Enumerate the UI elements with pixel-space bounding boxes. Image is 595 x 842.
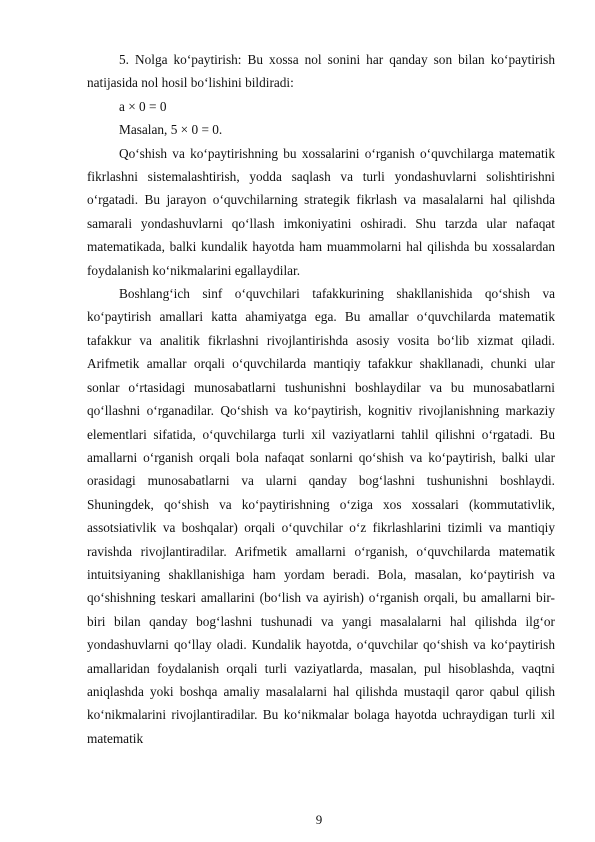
example-line: Masalan, 5 × 0 = 0. [119,122,223,138]
body-text [87,48,555,750]
paragraph-property-five: 5. Nolga ko‘paytirish: Bu xossa nol sonini har qanday son bilan ko‘paytirish natijasida nol hosil bo‘lishini bildiradi: [87,52,555,91]
paragraph-properties-summary: Qo‘shish va ko‘paytirishning bu xossalarini o‘rganish o‘quvchilarga matematik fikrlashni sistemalashtirish, yodda saqlash va turli yondashuvlarni solishtirishni o‘rgatadi. Bu jarayon o‘quvchilarning strategik fikrlash va masalalarni hal qilishda samarali yondashuvlarni qo‘llash imkoniyatini oshiradi. Shu tarzda ular nafaqat matematikada, balki kundalik hayotda ham muammolarni hal qilishda bu xossalardan foydalanish ko‘nikmalarini egallaydilar. [87,145,555,278]
paragraph-primary-school-thinking: Boshlang‘ich sinf o‘quvchilari tafakkurining shakllanishida qo‘shish va ko‘paytirish amallari katta ahamiyatga ega. Bu amallar o‘quvchilarda matematik tafakkur va analitik fikrlashni rivojlantirishda asosiy vosita bo‘lib xizmat qiladi. Arifmetik amallar orqali o‘quvchilarda mantiqiy tafakkur shakllanadi, chunki ular sonlar o‘rtasidagi munosabatlarni tushunishni boshlaydilar va bu munosabatlarni qo‘llashni o‘rganadilar. Qo‘shish va ko‘paytirish, kognitiv rivojlanishning markaziy elementlari sifatida, o‘quvchilarga turli xil vaziyatlarni tahlil qilishni o‘rgatadi. Bu amallarni o‘rganish orqali bola nafaqat sonlarni qo‘shish va ko‘paytirish, balki ular orasidagi munosabatlarni va ularni qanday bog‘lashni tushunishni boshlaydi. Shuningdek, qo‘shish va ko‘paytirishning o‘ziga xos xossalari (kommutativlik, assotsiativlik va boshqalar) orqali o‘quvchilar o‘z fikrlashlarini tizimli va mantiqiy ravishda rivojlantiradilar. Arifmetik amallarni o‘rganish, o‘quvchilarda matematik intuitsiyaning shakllanishiga ham yordam beradi. Bola, masalan, ko‘paytirish va qo‘shishning teskari amallarini (bo‘lish va ayirish) o‘rganish orqali, bu amallarni bir-biri bilan qanday bog‘lashni tushunadi va yangi masalalarni hal qilishda ilg‘or yondashuvlarni qo‘llay oladi. Kundalik hayotda, o‘quvchilar qo‘shish va ko‘paytirish amallaridan foydalanish orqali turli vaziyatlarda, masalan, pul hisoblashda, vaqtni aniqlashda yoki boshqa amaliy masalalarni hal qilishda mustaqil qaror qabul qilish ko‘nikmalarini rivojlantiradilar. Bu ko‘nikmalar bolaga hayotda uchraydigan turli xil matematik [87,286,555,746]
formula-line: a × 0 = 0 [119,98,167,114]
page-number: 9 [315,812,323,827]
